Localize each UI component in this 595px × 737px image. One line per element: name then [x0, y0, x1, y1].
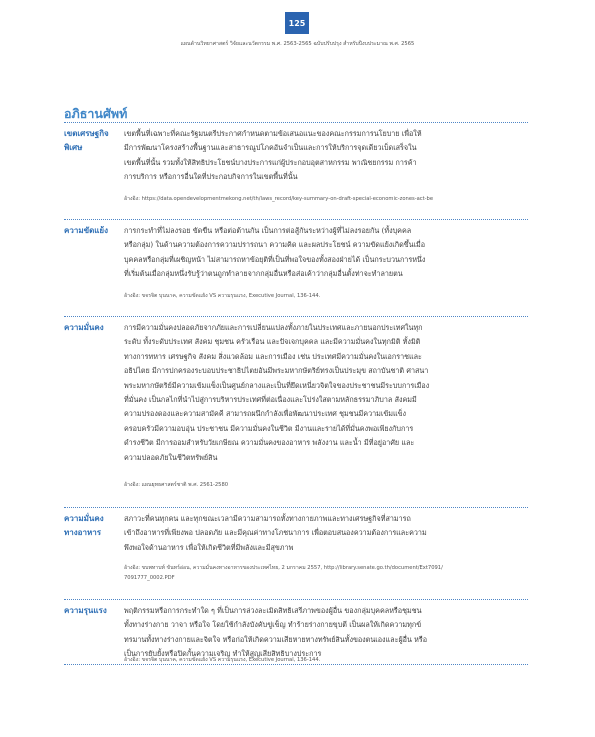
term-line: ความขัดแย้ง [64, 226, 109, 235]
definition-line: เข้าถึงอาหารที่เพียงพอ ปลอดภัย และมีคุณค่าทางโภชนาการ เพื่อตอบสนองความต้องการและความ [124, 528, 427, 538]
definition-line: ที่เริ่มต้นเมื่อกลุ่มหนึ่งรับรู้ว่าตนถูกทำลายจากกลุ่มอื่นหรือส่อเค้าว่ากลุ่มอื่นตั้งท่าจะทำลายตน [124, 269, 403, 279]
definition-line: หรือกลุ่ม) ในด้านความต้องการความปรารถนา ความคิด และผลประโยชน์ ความขัดแย้งเกิดขึ้นเมื่อ [124, 240, 426, 250]
definition-line: พฤติกรรมหรือการกระทำใด ๆ ที่เป็นการล่วงละเมิดสิทธิเสรีภาพของผู้อื่น ของกลุ่มบุคคลหรือชุมชน [124, 606, 422, 615]
glossary-definition [124, 604, 528, 662]
reference-line: 7091777_0002.PDF [124, 575, 175, 581]
running-head: แผนด้านวิทยาศาสตร์ วิจัยและนวัตกรรม พ.ศ. 2563-2565 ฉบับปรับปรุง สำหรับปีงบประมาณ พ.ศ. 2565 [180, 41, 415, 47]
reference: อ้างอิง: แผนยุทธศาสตร์ชาติ พ.ศ. 2561-2580 [124, 482, 229, 488]
definition-line: การบริการ หรือการอื่นใดที่ประกอบกิจการในเขตพื้นที่นั้น [124, 172, 298, 182]
glossary-entry [64, 219, 528, 306]
glossary-entry [64, 122, 528, 209]
glossary-term [64, 321, 116, 335]
glossary-term [64, 512, 116, 540]
glossary-entry [64, 507, 528, 590]
definition-line: มีการพัฒนาโครงสร้างพื้นฐานและสาธารณูปโภคอันจำเป็นและการให้บริการจุดเดียวเบ็ดเสร็จใน [124, 143, 417, 153]
definition-line: ทางการทหาร เศรษฐกิจ สังคม สิ่งแวดล้อม และการเมือง เช่น ประเทศมีความมั่นคงในเอกราชและ [124, 351, 422, 361]
definition-line: สภาวะที่คนทุกคน และทุกขณะเวลามีความสามารถทั้งทางกายภาพและทางเศรษฐกิจที่สามารถ [124, 514, 411, 523]
term-line: ทางอาหาร [64, 528, 102, 537]
definition-line: ครอบครัวมีความอบอุ่น ประชาชน มีความมั่นคงในชีวิต มีงานและรายได้ที่มั่นคงพอเพียงกับการ [124, 423, 414, 433]
definition-line: เป็นการยับยั้งหรือปิดกั้นความเจริญ ทำให้สูญเสียสิทธิบางประการ [124, 649, 322, 659]
glossary-entry [64, 316, 528, 497]
definition-line: ความปรองดองและความสามัคคี สามารถผนึกกำลังเพื่อพัฒนาประเทศ ชุมชนมีความเข้มแข็ง [124, 409, 407, 419]
page-number: 125 [285, 12, 309, 34]
term-line: ความมั่นคง [64, 323, 104, 332]
glossary-term [64, 224, 116, 238]
definition-line: เขตพื้นที่นั้น รวมทั้งให้สิทธิประโยชน์บางประการแก่ผู้ประกอบอุตสาหกรรม พาณิชยกรรม การค้า [124, 157, 417, 167]
glossary-entry [64, 599, 528, 664]
glossary-definition [124, 224, 528, 282]
glossary-definition [124, 127, 528, 185]
definition-line: เขตพื้นที่เฉพาะที่คณะรัฐมนตรีประกาศกำหนดตามข้อเสนอแนะของคณะกรรมการนโยบาย เพื่อให้ [124, 129, 422, 138]
definition-line: พึงพอใจด้านอาหาร เพื่อให้เกิดชีวิตที่มีพลังและมีสุขภาพ [124, 542, 294, 552]
glossary-definition [124, 321, 528, 465]
definition-line: ทั้งทางร่างกาย วาจา หรือใจ โดยใช้กำลังบังคับขู่เข็ญ ทำร้ายร่างกายขุบตี เป็นผลให้เกิดความทุกข์ [124, 620, 422, 630]
definition-line: การมีความมั่นคงปลอดภัยจากภัยและการเปลี่ยนแปลงทั้งภายในประเทศและภายนอกประเทศในทุก [124, 323, 423, 332]
definition-line: พระมหากษัตริย์มีความเข้มแข็งเป็นศูนย์กลางและเป็นที่ยึดเหนี่ยวจิตใจของประชาชนมีระบบการเมือง [124, 380, 430, 390]
glossary-term [64, 604, 116, 618]
term-line: ความมั่นคง [64, 514, 104, 523]
term-line: พิเศษ [64, 143, 83, 152]
reference-line: อ้างอิง: ขบพทาบท์ ขันทร์อ่อน, ความมั่นคงทางอาหารของประเทศไทย, 2 มกราคม 2557, http://library.senate.go.th/document/Ext7091/ [124, 565, 443, 571]
reference: อ้างอิง: ขจรจิต บุนนาค, ความขัดแย้ง VS ความรุนแรง, Executive Journal, 136-144. [124, 657, 321, 663]
divider [64, 664, 528, 665]
term-line: ความรุนแรง [64, 606, 107, 615]
glossary-term [64, 127, 116, 155]
definition-line: ทรมานทั้งทางร่างกายและจิตใจ หรือก่อให้เกิดความเสียหายทางทรัพย์สินทั้งของตนเองและผู้อื่น หรือ [124, 634, 428, 644]
definition-line: ดำรงชีวิต มีการออมสำหรับวัยเกษียณ ความมั่นคงของอาหาร พลังงาน และน้ำ มีที่อยู่อาศัย และ [124, 438, 415, 448]
definition-line: ที่มั่นคง เป็นกลไกที่นำไปสู่การบริหารประเทศที่ต่อเนื่องและโปร่งใสตามหลักธรรมาภิบาล สังคมมี [124, 395, 417, 405]
reference: อ้างอิง: https://data.opendevelopmentmekong.net/th/laws_record/key-summary-on-draft-special-economic-zones-act-be [124, 196, 434, 202]
reference: อ้างอิง: ขจรจิต บุนนาค, ความขัดแย้ง VS ความรุนแรง, Executive Journal, 136-144. [124, 293, 321, 299]
definition-line: อธิปไตย มีการปกครองระบอบประชาธิปไตยอันมีพระมหากษัตริย์ทรงเป็นประมุข สถาบันชาติ ศาสนา [124, 366, 429, 376]
term-line: เขตเศรษฐกิจ [64, 129, 109, 138]
reference [124, 563, 528, 583]
definition-line: บุคคลหรือกลุ่มที่เผชิญหน้า ไม่สามารถหาข้อยุติที่เป็นที่พอใจของทั้งสองฝ่ายได้ เป็นกระบวนการหนึ่ง [124, 254, 426, 264]
definition-line: การกระทำที่ไม่ลงรอย ขัดขืน หรือต่อต้านกัน เป็นการต่อสู้กันระหว่างผู้ที่ไม่ลงรอยกัน (ทั้งบุคคล [124, 226, 412, 235]
definition-line: ความปลอดภัยในชีวิตทรัพย์สิน [124, 452, 218, 462]
glossary-definition [124, 512, 528, 555]
definition-line: ระดับ ทั้งระดับประเทศ สังคม ชุมชน ครัวเรือน และปัจเจกบุคคล และมีความมั่นคงในทุกมิติ ทั้งมิติ [124, 337, 421, 347]
section-title: อภิธานศัพท์ [64, 106, 128, 121]
